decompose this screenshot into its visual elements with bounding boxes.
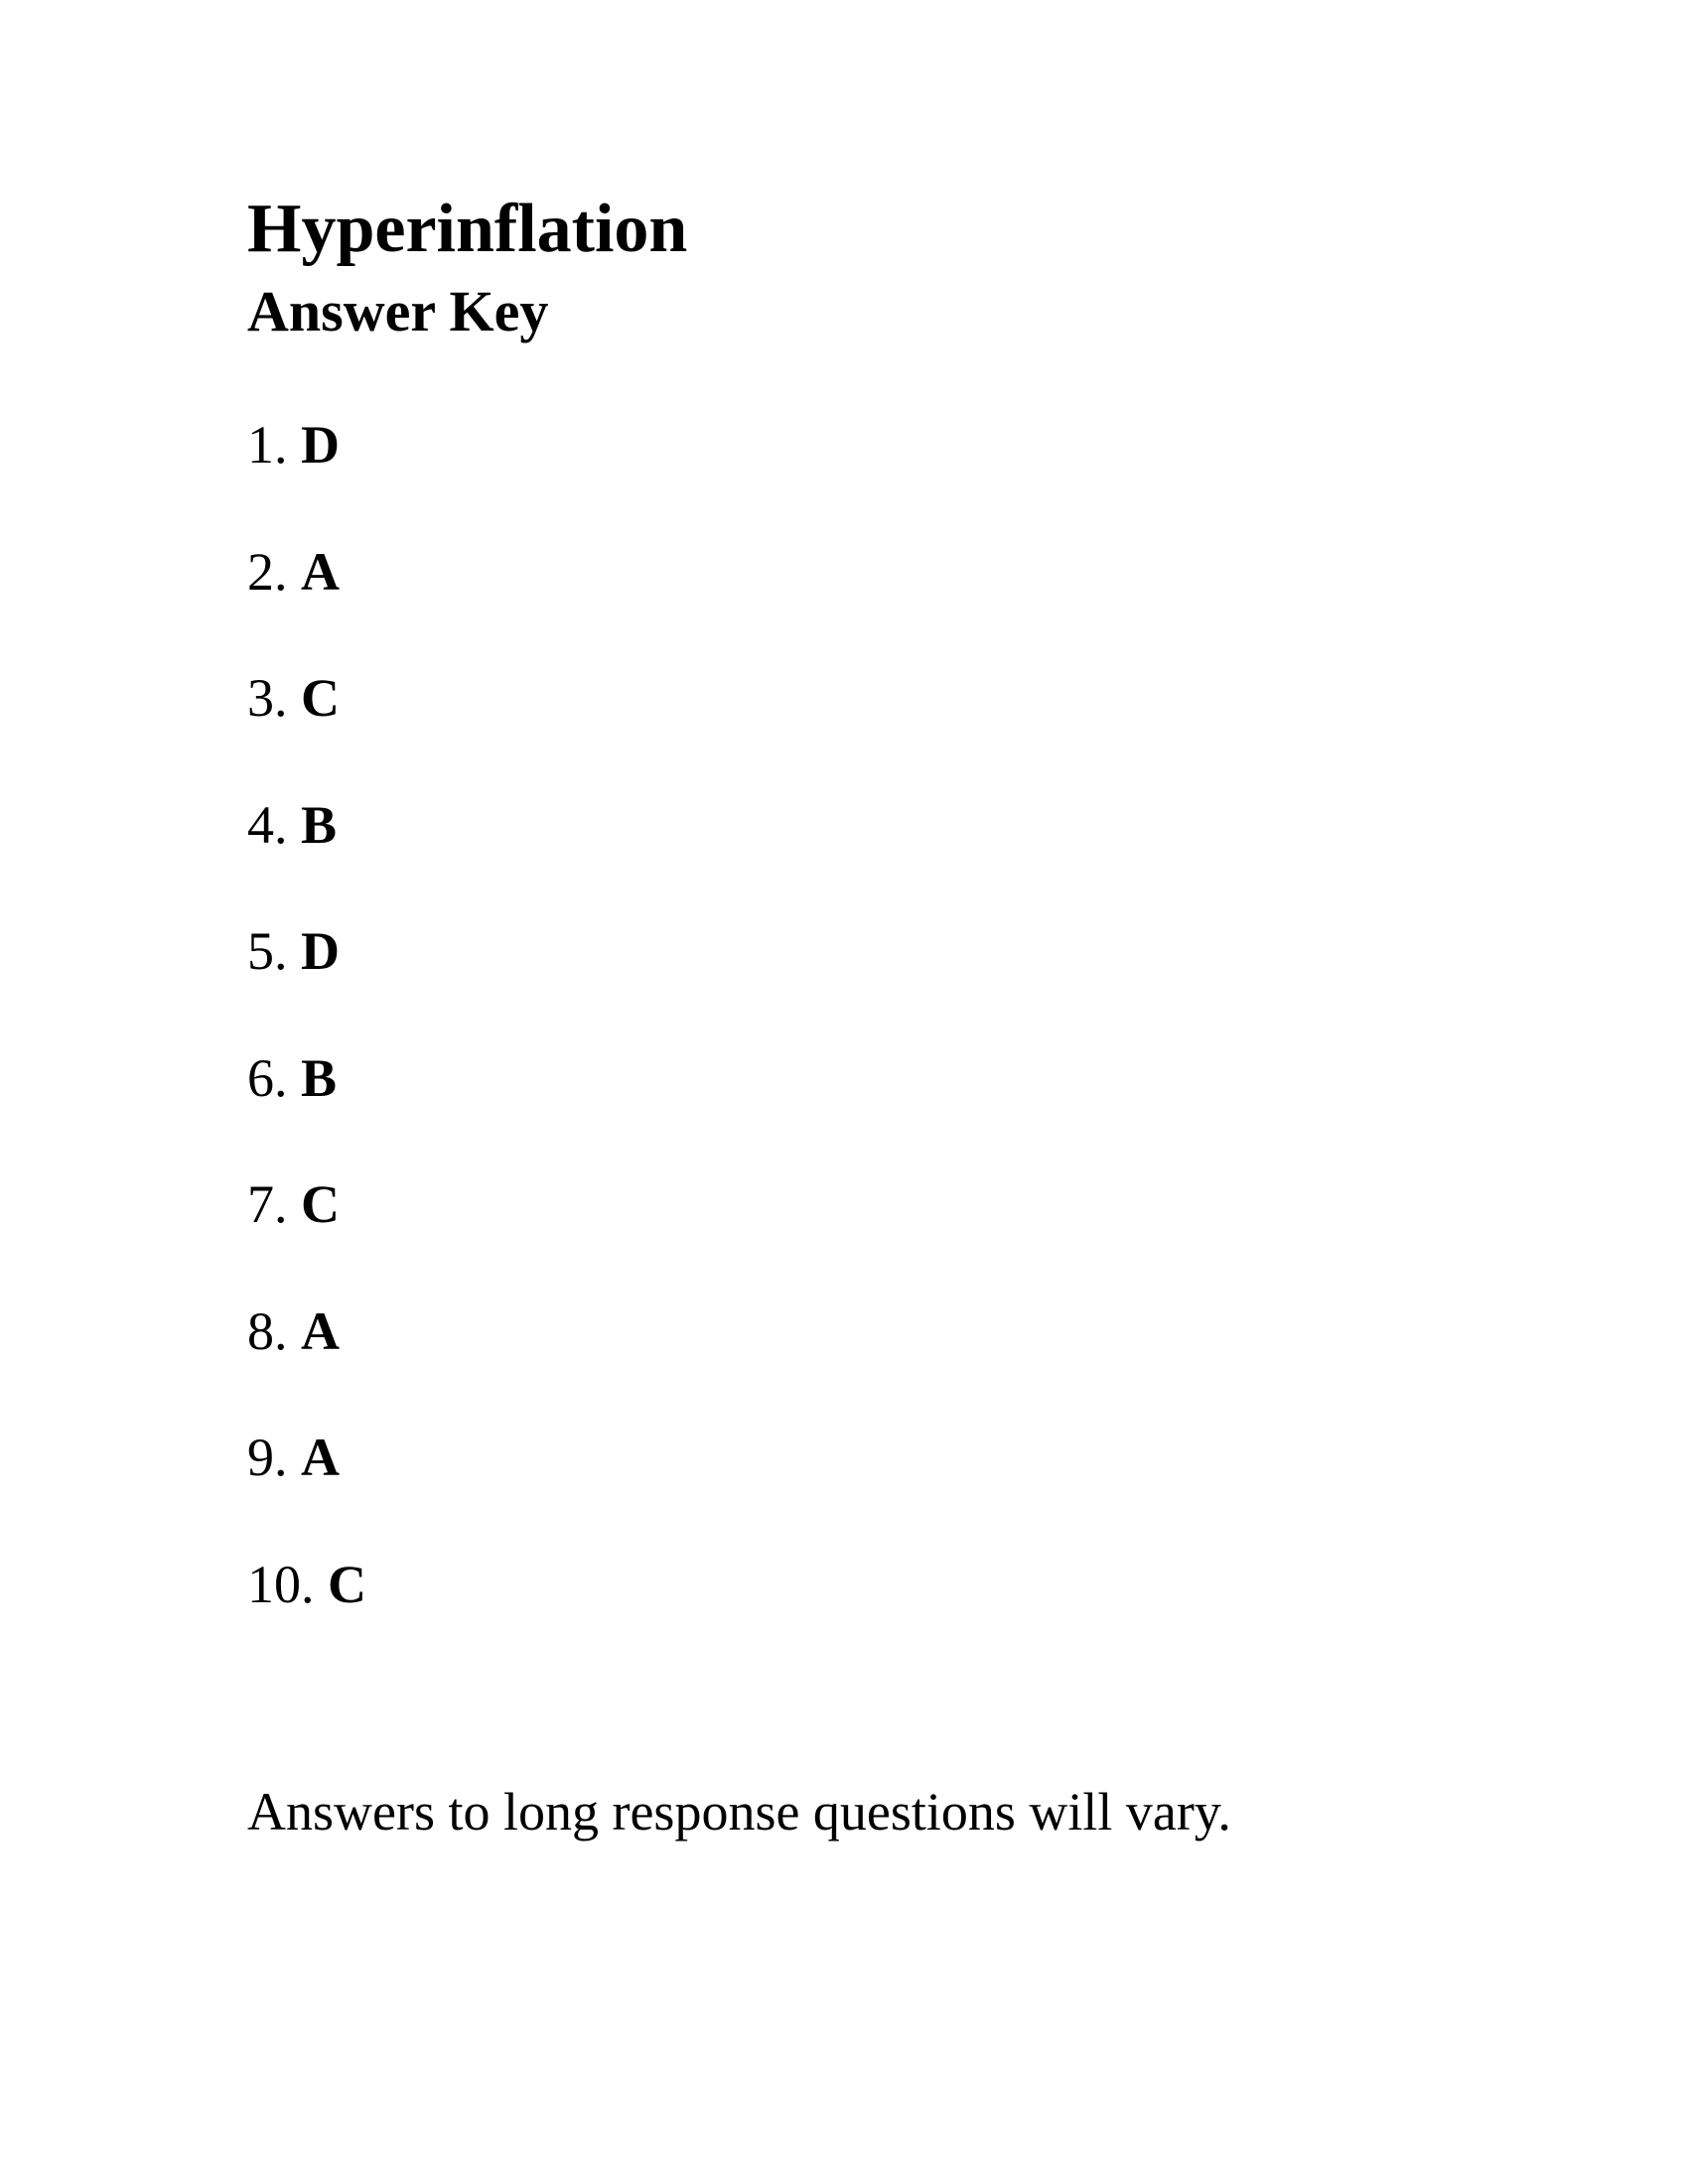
answer-letter: C bbox=[328, 1554, 366, 1614]
answer-item bbox=[247, 1048, 366, 1175]
answer-letter: D bbox=[301, 415, 340, 475]
answer-item bbox=[247, 668, 366, 795]
answer-letter: D bbox=[301, 921, 340, 981]
answer-letter: B bbox=[301, 1047, 338, 1108]
answer-number: 1. bbox=[247, 415, 288, 475]
long-response-note: Answers to long response questions will vary. bbox=[247, 1782, 1231, 1842]
answer-item bbox=[247, 921, 366, 1048]
answer-item bbox=[247, 1174, 366, 1301]
document-subtitle: Answer Key bbox=[247, 279, 549, 343]
answer-item bbox=[247, 795, 366, 922]
answer-item bbox=[247, 1301, 366, 1429]
answer-number: 4. bbox=[247, 794, 288, 855]
document-title: Hyperinflation bbox=[247, 191, 688, 267]
answer-letter: C bbox=[301, 668, 340, 728]
answer-number: 8. bbox=[247, 1300, 288, 1361]
answer-letter: B bbox=[301, 794, 338, 855]
answer-letter: A bbox=[301, 1428, 340, 1487]
answer-number: 10. bbox=[247, 1554, 315, 1614]
answer-number: 2. bbox=[247, 541, 288, 602]
answer-letter: A bbox=[301, 541, 340, 602]
answer-number: 9. bbox=[247, 1428, 288, 1487]
answer-number: 7. bbox=[247, 1174, 288, 1234]
answer-list bbox=[247, 415, 366, 1681]
answer-item bbox=[247, 1555, 366, 1682]
answer-letter: C bbox=[301, 1174, 340, 1234]
answer-number: 3. bbox=[247, 668, 288, 728]
answer-item bbox=[247, 1428, 366, 1555]
answer-number: 5. bbox=[247, 921, 288, 981]
answer-number: 6. bbox=[247, 1047, 288, 1108]
answer-item bbox=[247, 415, 366, 542]
answer-item bbox=[247, 542, 366, 669]
answer-letter: A bbox=[301, 1300, 340, 1361]
